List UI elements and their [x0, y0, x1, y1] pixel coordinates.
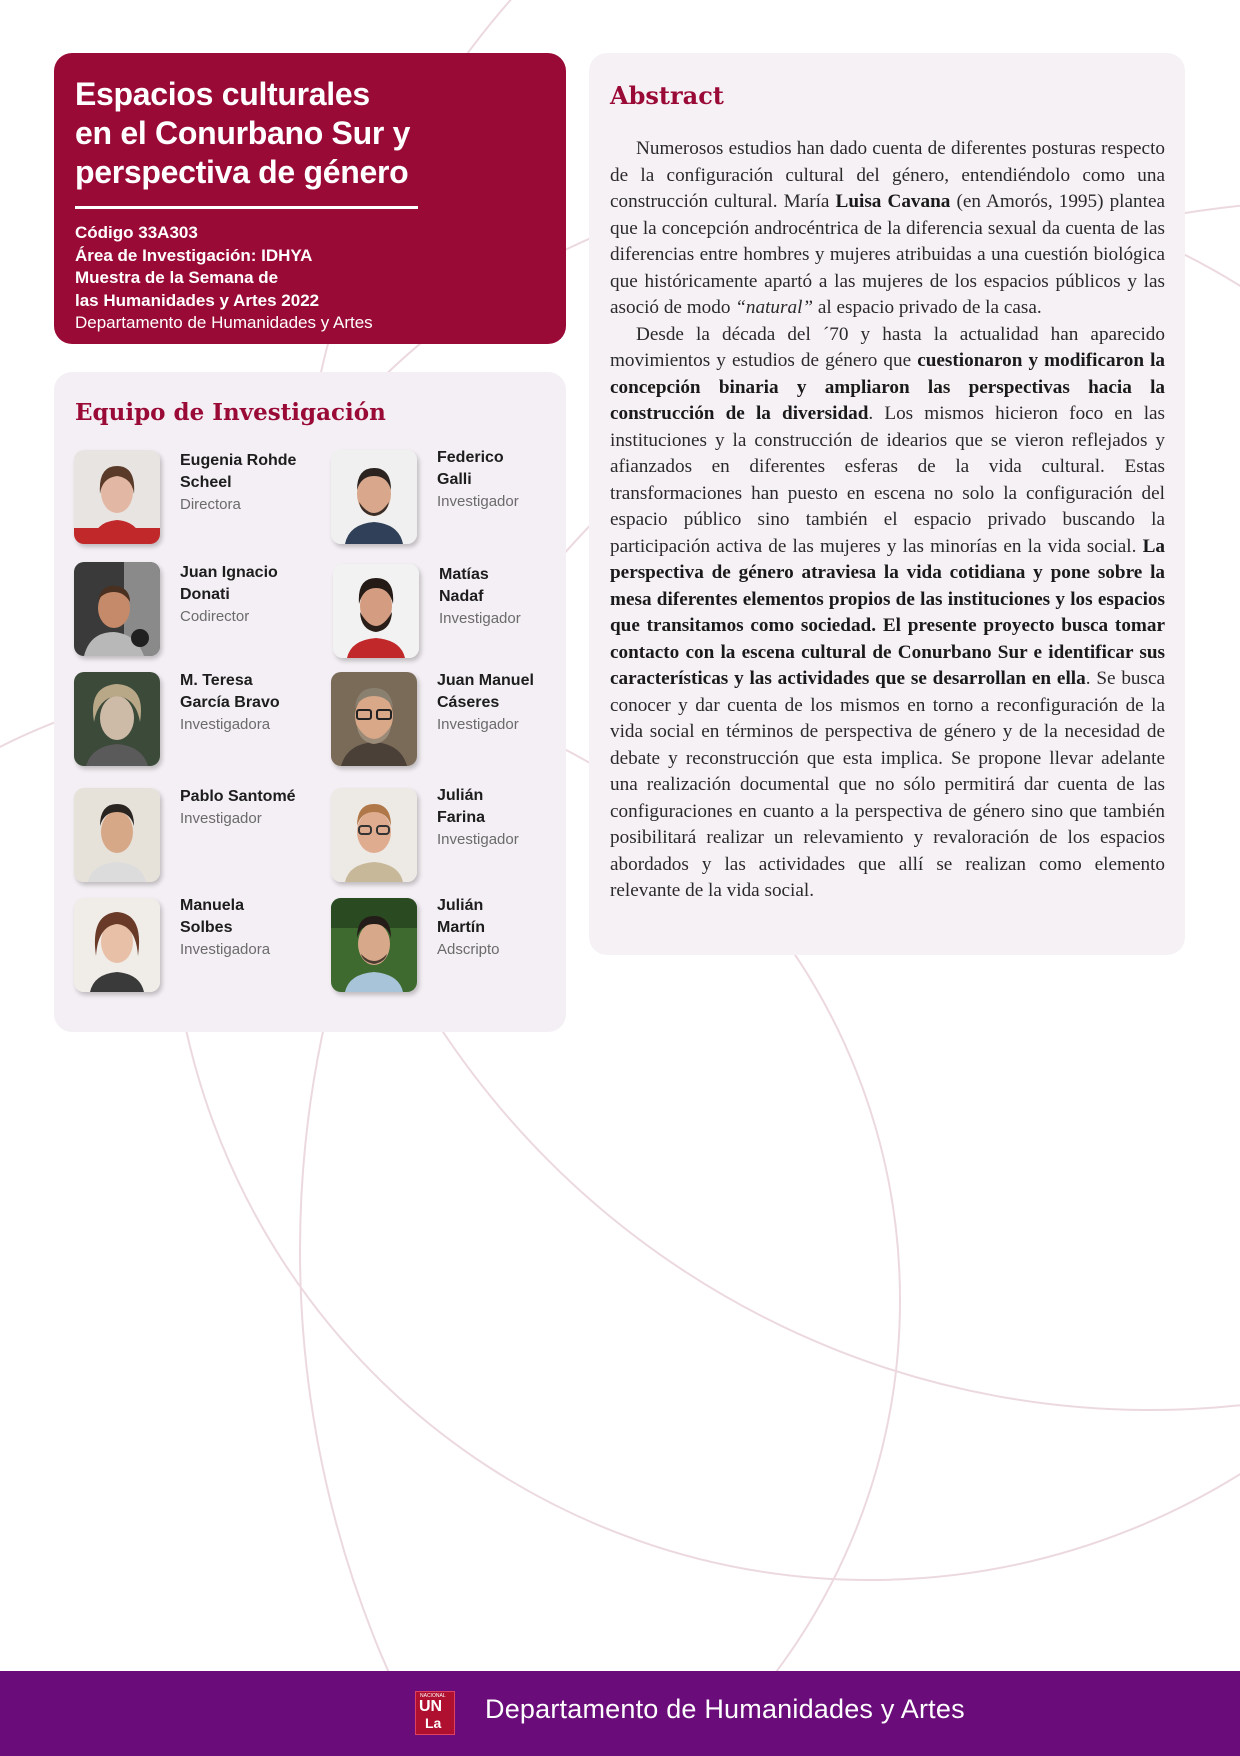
member-photo [331, 450, 417, 544]
member-photo [331, 672, 417, 766]
member-role: Investigador [437, 831, 519, 848]
member-name-2: Martín [437, 919, 485, 936]
member-card [74, 672, 314, 772]
member-card [331, 450, 571, 550]
member-photo [74, 898, 160, 992]
member-role: Codirector [180, 608, 250, 625]
member-role: Investigador [437, 716, 519, 733]
team-heading: Equipo de Investigación [75, 399, 386, 426]
member-role: Directora [180, 496, 241, 513]
member-name: Juan Manuel [437, 672, 534, 689]
unla-logo-icon: NACIONAL UN La [415, 1691, 455, 1735]
member-role: Investigadora [180, 941, 271, 958]
member-card [333, 564, 573, 664]
member-name: Manuela [180, 897, 245, 914]
project-code: Código 33A303 [75, 223, 198, 242]
member-name: Matías [439, 566, 489, 583]
member-photo [74, 788, 160, 882]
member-photo [333, 564, 419, 658]
abstract-paragraph-2: Desde la década del ´70 y hasta la actualidad han aparecido movimientos y estudios de género que cuestionaron y modificaron la concepción binaria y ampliaron las perspectivas hacia la construcción de la diversidad. Los mismos hicieron foco en las instituciones y la construcción de idearios que se vieron reflejados y afianzados en diferentes esferas de la vida cultural. Estas transformaciones han puesto en escena no solo la configuración del espacio público sino también el espacio privado buscando la participación activa de las mujeres y las minorías en la vida social. La perspectiva de género atraviesa la vida cotidiana y pone sobre la mesa diferentes elementos propios de las instituciones y los espacios que transitamos como sociedad. El presente proyecto busca tomar contacto con la escena cultural de Conurbano Sur e identificar sus características y las actividades que se desarrollan en ella. Se busca conocer y dar cuenta de los mismos en torno a reconfiguración de la vida social en términos de perspectiva de género y de la necesidad de debate y reconstrucción que esta implica. Se propone llevar adelante una realización documental que no sólo permitirá dar cuenta de las configuraciones en cuanto a la perspectiva de género sino que también posibilitará realizar un relevamiento y revaloración de los espacios abordados y las actividades que allí se realizan como elemento relevante de la vida social. [610, 323, 1166, 901]
footer-department: Departamento de Humanidades y Artes [485, 1694, 965, 1724]
member-name-2: Scheel [180, 474, 232, 491]
member-card [331, 898, 571, 998]
member-card [74, 788, 314, 888]
member-photo [74, 562, 160, 656]
member-name-2: Galli [437, 471, 472, 488]
member-name-2: Solbes [180, 919, 233, 936]
member-name-2: Farina [437, 809, 486, 826]
member-name: Julián [437, 787, 484, 804]
title-card [54, 53, 566, 344]
member-role: Investigador [180, 810, 262, 827]
member-name: Pablo Santomé [180, 788, 296, 805]
abstract-body [610, 136, 1165, 905]
member-name: Julián [437, 897, 484, 914]
department: Departamento de Humanidades y Artes [75, 313, 373, 332]
team-card [54, 372, 566, 1032]
member-card [331, 672, 571, 772]
sample-line-2: las Humanidades y Artes 2022 [75, 290, 320, 310]
member-name: Juan Ignacio [180, 564, 278, 581]
member-name-2: Cáseres [437, 694, 500, 711]
sample-line-1: Muestra de la Semana de [75, 268, 279, 287]
member-name-2: Donati [180, 586, 230, 603]
member-role: Investigadora [180, 716, 271, 733]
member-name: Eugenia Rohde [180, 452, 297, 469]
member-name-2: Nadaf [439, 588, 484, 605]
member-role: Adscripto [437, 941, 500, 958]
member-card [74, 898, 314, 998]
member-card [74, 562, 314, 662]
abstract-heading: Abstract [610, 81, 724, 110]
footer [0, 1671, 1240, 1756]
member-name: M. Teresa [180, 672, 253, 689]
member-photo [331, 788, 417, 882]
member-role: Investigador [437, 493, 519, 510]
project-title: Espacios culturales en el Conurbano Sur y perspectiva de género [75, 76, 411, 190]
member-card [331, 788, 571, 888]
abstract-paragraph-1: Numerosos estudios han dado cuenta de diferentes posturas respecto de la configuración cultural del género, entendiéndolo como una construcción cultural. María Luisa Cavana (en Amorós, 1995) plantea que la concepción androcéntrica de la diferencia sexual da cuenta de las diferencias entre hombres y mujeres atribuidas a una cuestión biológica que históricamente apartó a las mujeres de los espacios públicos y las asoció de modo “natural” al espacio privado de la casa. [610, 138, 1165, 318]
member-card [74, 450, 314, 550]
abstract-card [589, 53, 1185, 955]
member-name: Federico [437, 449, 504, 466]
member-photo [74, 672, 160, 766]
member-photo [331, 898, 417, 992]
title-divider [75, 206, 418, 209]
member-name-2: García Bravo [180, 694, 280, 711]
research-area: Área de Investigación: IDHYA [75, 245, 313, 265]
member-role: Investigador [439, 610, 521, 627]
member-photo [74, 450, 160, 544]
